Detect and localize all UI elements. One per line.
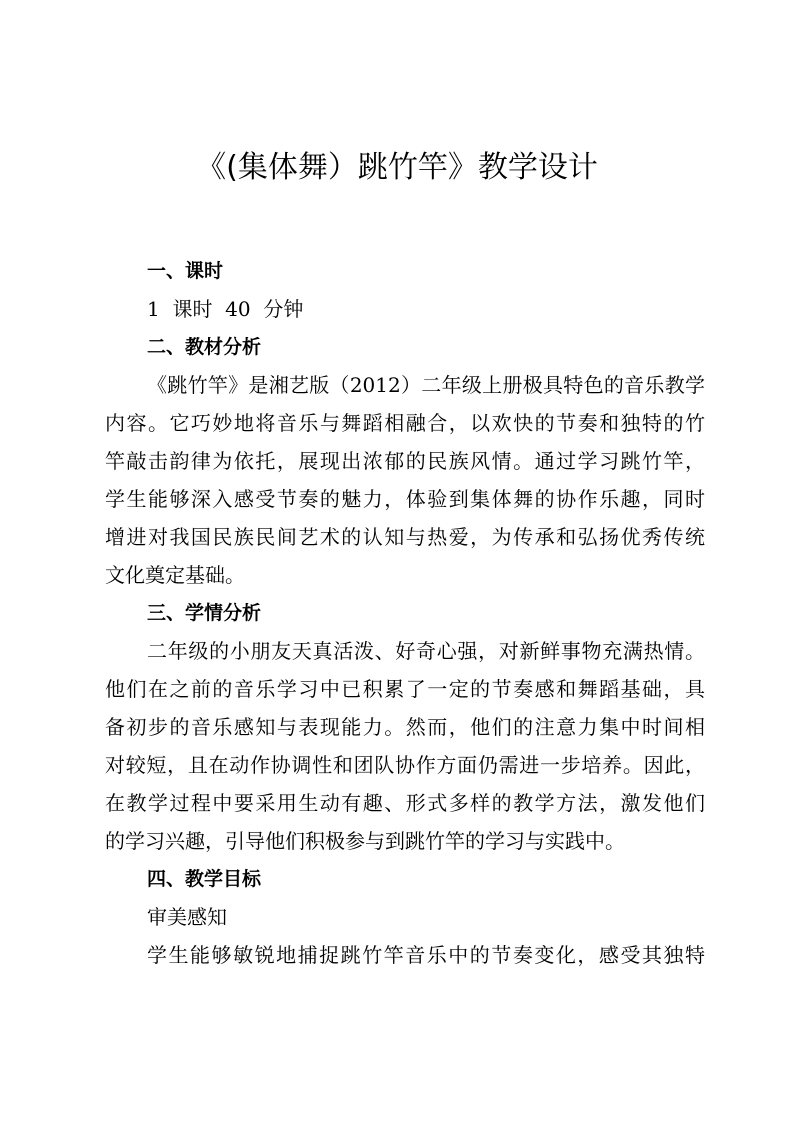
class-hours-text: 1 课时 40 分钟 — [147, 297, 304, 321]
paragraph-line: 学生能够敏锐地捕捉跳竹竿音乐中的节奏变化，感受其独特 — [147, 943, 705, 967]
paragraph-line: 文化奠定基础。 — [105, 563, 245, 587]
section-heading-class-hours: 一、课时 — [147, 260, 224, 282]
document-body — [105, 252, 705, 974]
paragraph-line: 二年级的小朋友天真活泼、好奇心强，对新鲜事物充满热情。 — [147, 639, 705, 663]
paragraph-line: 《跳竹竿》是湘艺版（2012）二年级上册极具特色的音乐教学 — [147, 373, 705, 397]
section-heading-material-analysis: 二、教材分析 — [147, 336, 262, 358]
paragraph-line: 备初步的音乐感知与表现能力。然而，他们的注意力集中时间相 — [105, 715, 705, 739]
paragraph-line: 竿敲击韵律为依托，展现出浓郁的民族风情。通过学习跳竹竿， — [105, 449, 705, 473]
paragraph-line: 内容。它巧妙地将音乐与舞蹈相融合，以欢快的节奏和独特的竹 — [105, 411, 705, 435]
paragraph-line: 他们在之前的音乐学习中已积累了一定的节奏感和舞蹈基础，具 — [105, 677, 705, 701]
paragraph-line: 对较短，且在动作协调性和团队协作方面仍需进一步培养。因此， — [105, 753, 705, 777]
subheading-aesthetic-perception: 审美感知 — [147, 905, 227, 929]
section-heading-learner-analysis: 三、学情分析 — [147, 602, 262, 624]
paragraph-line: 在教学过程中要采用生动有趣、形式多样的教学方法，激发他们 — [105, 791, 705, 815]
document-title: 《(集体舞）跳竹竿》教学设计 — [196, 150, 598, 185]
paragraph-line: 的学习兴趣，引导他们积极参与到跳竹竿的学习与实践中。 — [105, 829, 625, 853]
section-heading-teaching-goals: 四、教学目标 — [147, 868, 262, 890]
paragraph-line: 增进对我国民族民间艺术的认知与热爱，为传承和弘扬优秀传统 — [105, 525, 705, 549]
paragraph-line: 学生能够深入感受节奏的魅力，体验到集体舞的协作乐趣，同时 — [105, 487, 705, 511]
